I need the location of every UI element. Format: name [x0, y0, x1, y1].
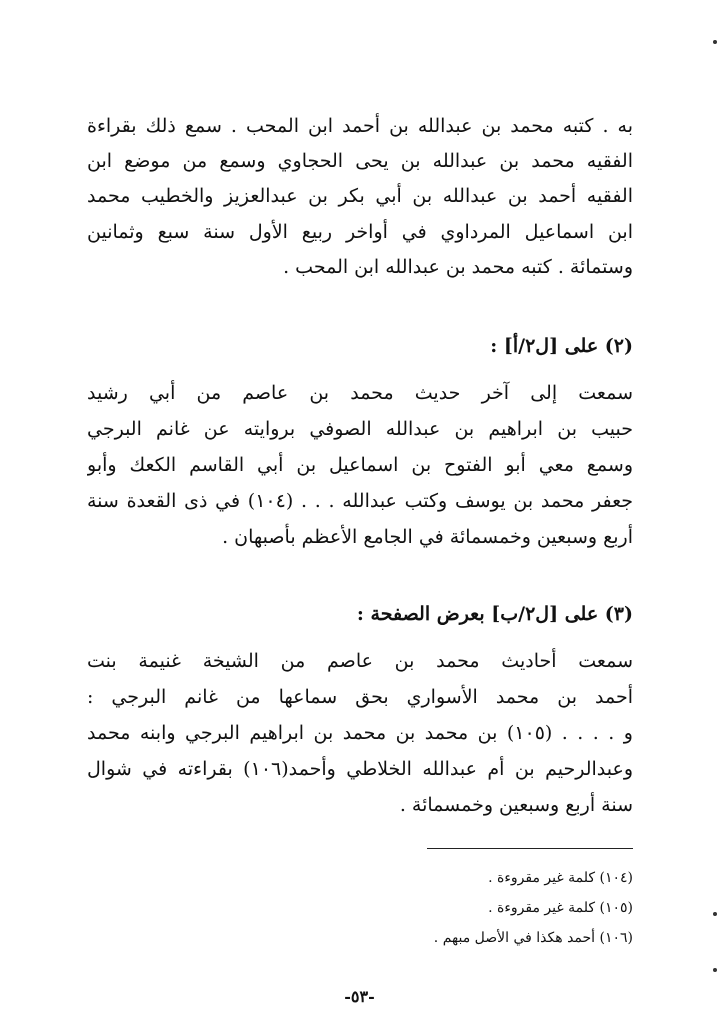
paragraph2-line-3: وسمع معي أبو الفتوح بن اسماعيل بن أبي القاسم الكعك وأبو [87, 454, 633, 476]
footnote-104: (١٠٤) كلمة غير مقروءة . [488, 870, 633, 886]
footnote-separator [427, 848, 633, 849]
paragraph3-line-3: و . . . . (١٠٥) بن محمد بن محمد بن ابراهيم البرجي وابنه محمد [87, 722, 633, 744]
paragraph1-line-1: به . كتبه محمد بن عبدالله بن أحمد ابن المحب . سمع ذلك بقراءة [87, 115, 633, 137]
scan-mark [713, 968, 717, 972]
paragraph3-line-4: وعبدالرحيم بن أم عبدالله الخلاطي وأحمد(١٠٦) بقراءته في شوال [87, 758, 633, 780]
page-number: -٥٣- [344, 987, 375, 1006]
paragraph1-line-3: الفقيه أحمد بن عبدالله بن أبي بكر بن عبدالعزيز والخطيب محمد [87, 185, 633, 207]
scan-mark [713, 912, 717, 916]
paragraph1-line-5: وستمائة . كتبه محمد بن عبدالله ابن المحب . [283, 256, 633, 278]
footnote-105: (١٠٥) كلمة غير مقروءة . [488, 900, 633, 916]
section-heading-2: (٢) على [ل٢/أ] : [490, 335, 633, 357]
paragraph2-line-4: جعفر محمد بن يوسف وكتب عبدالله . . . (١٠٤) في ذى القعدة سنة [87, 490, 633, 512]
paragraph3-line-2: أحمد بن محمد الأسواري بحق سماعها من غانم البرجي : [87, 686, 633, 708]
paragraph2-line-1: سمعت إلى آخر حديث محمد بن عاصم من أبي رشيد [87, 382, 633, 404]
paragraph2-line-2: حبيب بن ابراهيم بن عبدالله الصوفي بروايته عن غانم البرجي [87, 418, 633, 440]
footnote-106: (١٠٦) أحمد هكذا في الأصل مبهم . [433, 930, 633, 946]
section-heading-3: (٣) على [ل٢/ب] بعرض الصفحة : [356, 603, 633, 625]
paragraph3-line-5: سنة أربع وسبعين وخمسمائة . [399, 794, 633, 816]
paragraph2-line-5: أربع وسبعين وخمسمائة في الجامع الأعظم بأصبهان . [222, 526, 633, 548]
scan-mark [713, 40, 717, 44]
paragraph1-line-4: ابن اسماعيل المرداوي في أواخر ربيع الأول سنة سبع وثمانين [87, 221, 633, 243]
paragraph1-line-2: الفقيه محمد بن عبدالله بن يحى الحجاوي وسمع من موضع ابن [87, 150, 633, 172]
paragraph3-line-1: سمعت أحاديث محمد بن عاصم من الشيخة غنيمة بنت [87, 650, 633, 672]
